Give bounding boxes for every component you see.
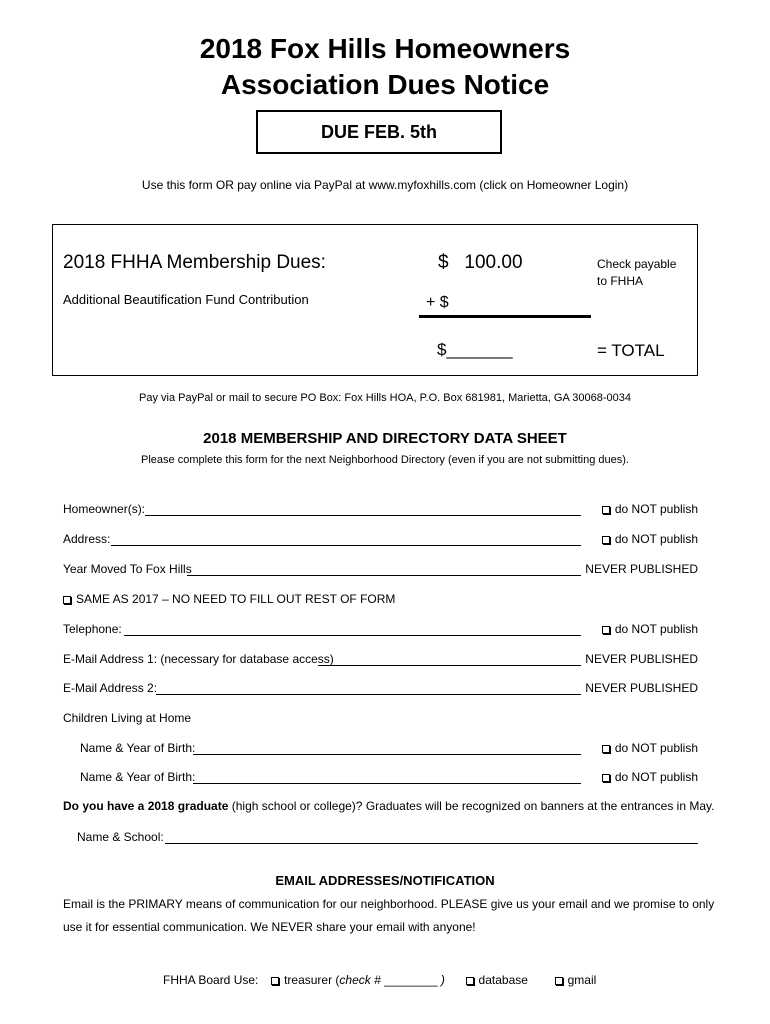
checkbox-icon[interactable] <box>602 745 610 753</box>
email1-privacy-note: NEVER PUBLISHED <box>585 652 698 666</box>
email2-input[interactable] <box>156 694 581 695</box>
directory-subtitle: Please complete this form for the next Neighborhood Directory (even if you are not submitting dues). <box>141 454 629 466</box>
online-payment-note: Use this form OR pay online via PayPal at www.myfoxhills.com (click on Homeowner Login) <box>141 178 629 192</box>
telephone-privacy-option[interactable]: do NOT publish <box>602 622 698 636</box>
email1-label: E-Mail Address 1: (necessary for database access) <box>63 652 334 666</box>
total-label: = TOTAL <box>597 341 665 360</box>
homeowners-privacy-option[interactable]: do NOT publish <box>602 502 698 516</box>
name-school-input[interactable] <box>165 843 698 844</box>
child1-privacy-option[interactable]: do NOT publish <box>602 741 698 755</box>
year-moved-input[interactable] <box>187 575 581 576</box>
name-school-label: Name & School: <box>77 830 164 844</box>
email-section-line-1: Email is the PRIMARY means of communication for our neighborhood. PLEASE give us your email and we promise to only <box>63 897 715 911</box>
beautification-amount-label: + $ <box>426 294 449 311</box>
membership-dues-amount: $ 100.00 <box>438 252 523 273</box>
database-checkbox-icon[interactable] <box>466 977 474 985</box>
gmail-checkbox-icon[interactable] <box>555 977 563 985</box>
page-title <box>0 31 770 103</box>
email2-privacy-note: NEVER PUBLISHED <box>585 681 698 695</box>
check-number-label: check # <box>339 973 381 987</box>
child2-input[interactable] <box>193 783 581 784</box>
email1-input[interactable] <box>318 665 581 666</box>
email-section-line-2: use it for essential communication. We NEVER share your email with anyone! <box>63 920 476 934</box>
checkbox-icon[interactable] <box>602 626 610 634</box>
graduate-question-rest: (high school or college)? Graduates will be recognized on banners at the entrances in May. <box>228 799 715 813</box>
checkbox-icon[interactable] <box>602 506 610 514</box>
email2-label: E-Mail Address 2: <box>63 681 158 695</box>
board-use-row <box>163 973 596 987</box>
graduate-question-bold: Do you have a 2018 graduate <box>63 799 229 813</box>
check-payable-note: Check payable to FHHA <box>597 257 677 288</box>
children-label: Children Living at Home <box>63 711 192 725</box>
title-line-2: Association Dues Notice <box>220 69 550 100</box>
year-moved-label: Year Moved To Fox Hills <box>63 562 192 576</box>
address-input[interactable] <box>111 545 581 546</box>
child2-label: Name & Year of Birth: <box>80 770 196 784</box>
checkbox-icon[interactable] <box>602 536 610 544</box>
checkbox-icon[interactable] <box>63 596 71 604</box>
treasurer-checkbox-icon[interactable] <box>271 977 279 985</box>
graduate-question <box>63 799 714 813</box>
telephone-input[interactable] <box>124 635 581 636</box>
email-section-title: EMAIL ADDRESSES/NOTIFICATION <box>275 873 495 888</box>
same-as-2017-option[interactable]: SAME AS 2017 – NO NEED TO FILL OUT REST OF FORM <box>63 592 395 606</box>
due-date-text: DUE FEB. 5th <box>320 121 437 142</box>
check-number-blank[interactable]: ________ <box>384 973 438 987</box>
treasurer-label: treasurer ( <box>284 973 340 987</box>
directory-title: 2018 MEMBERSHIP AND DIRECTORY DATA SHEET <box>203 430 567 447</box>
address-privacy-option[interactable]: do NOT publish <box>602 532 698 546</box>
checkbox-icon[interactable] <box>602 774 610 782</box>
board-use-label: FHHA Board Use: <box>163 973 259 987</box>
database-label: database <box>478 973 528 987</box>
mail-address-note: Pay via PayPal or mail to secure PO Box: Fox Hills HOA, P.O. Box 681981, Marietta, GA 30068-0034 <box>139 392 631 404</box>
child1-label: Name & Year of Birth: <box>80 741 196 755</box>
title-line-1: 2018 Fox Hills Homeowners <box>199 33 571 64</box>
child1-input[interactable] <box>193 754 581 755</box>
telephone-label: Telephone: <box>63 622 122 636</box>
total-amount-field[interactable]: $_______ <box>437 340 513 359</box>
gmail-label: gmail <box>567 973 597 987</box>
child2-privacy-option[interactable]: do NOT publish <box>602 770 698 784</box>
sum-rule <box>419 315 591 318</box>
year-moved-privacy-note: NEVER PUBLISHED <box>585 562 698 576</box>
due-date-box <box>256 110 502 154</box>
homeowners-label: Homeowner(s): <box>63 502 146 516</box>
address-label: Address: <box>63 532 111 546</box>
homeowners-input[interactable] <box>145 515 581 516</box>
membership-dues-label: 2018 FHHA Membership Dues: <box>63 252 326 273</box>
close-paren: ) <box>440 973 445 987</box>
beautification-label: Additional Beautification Fund Contribution <box>63 292 309 307</box>
